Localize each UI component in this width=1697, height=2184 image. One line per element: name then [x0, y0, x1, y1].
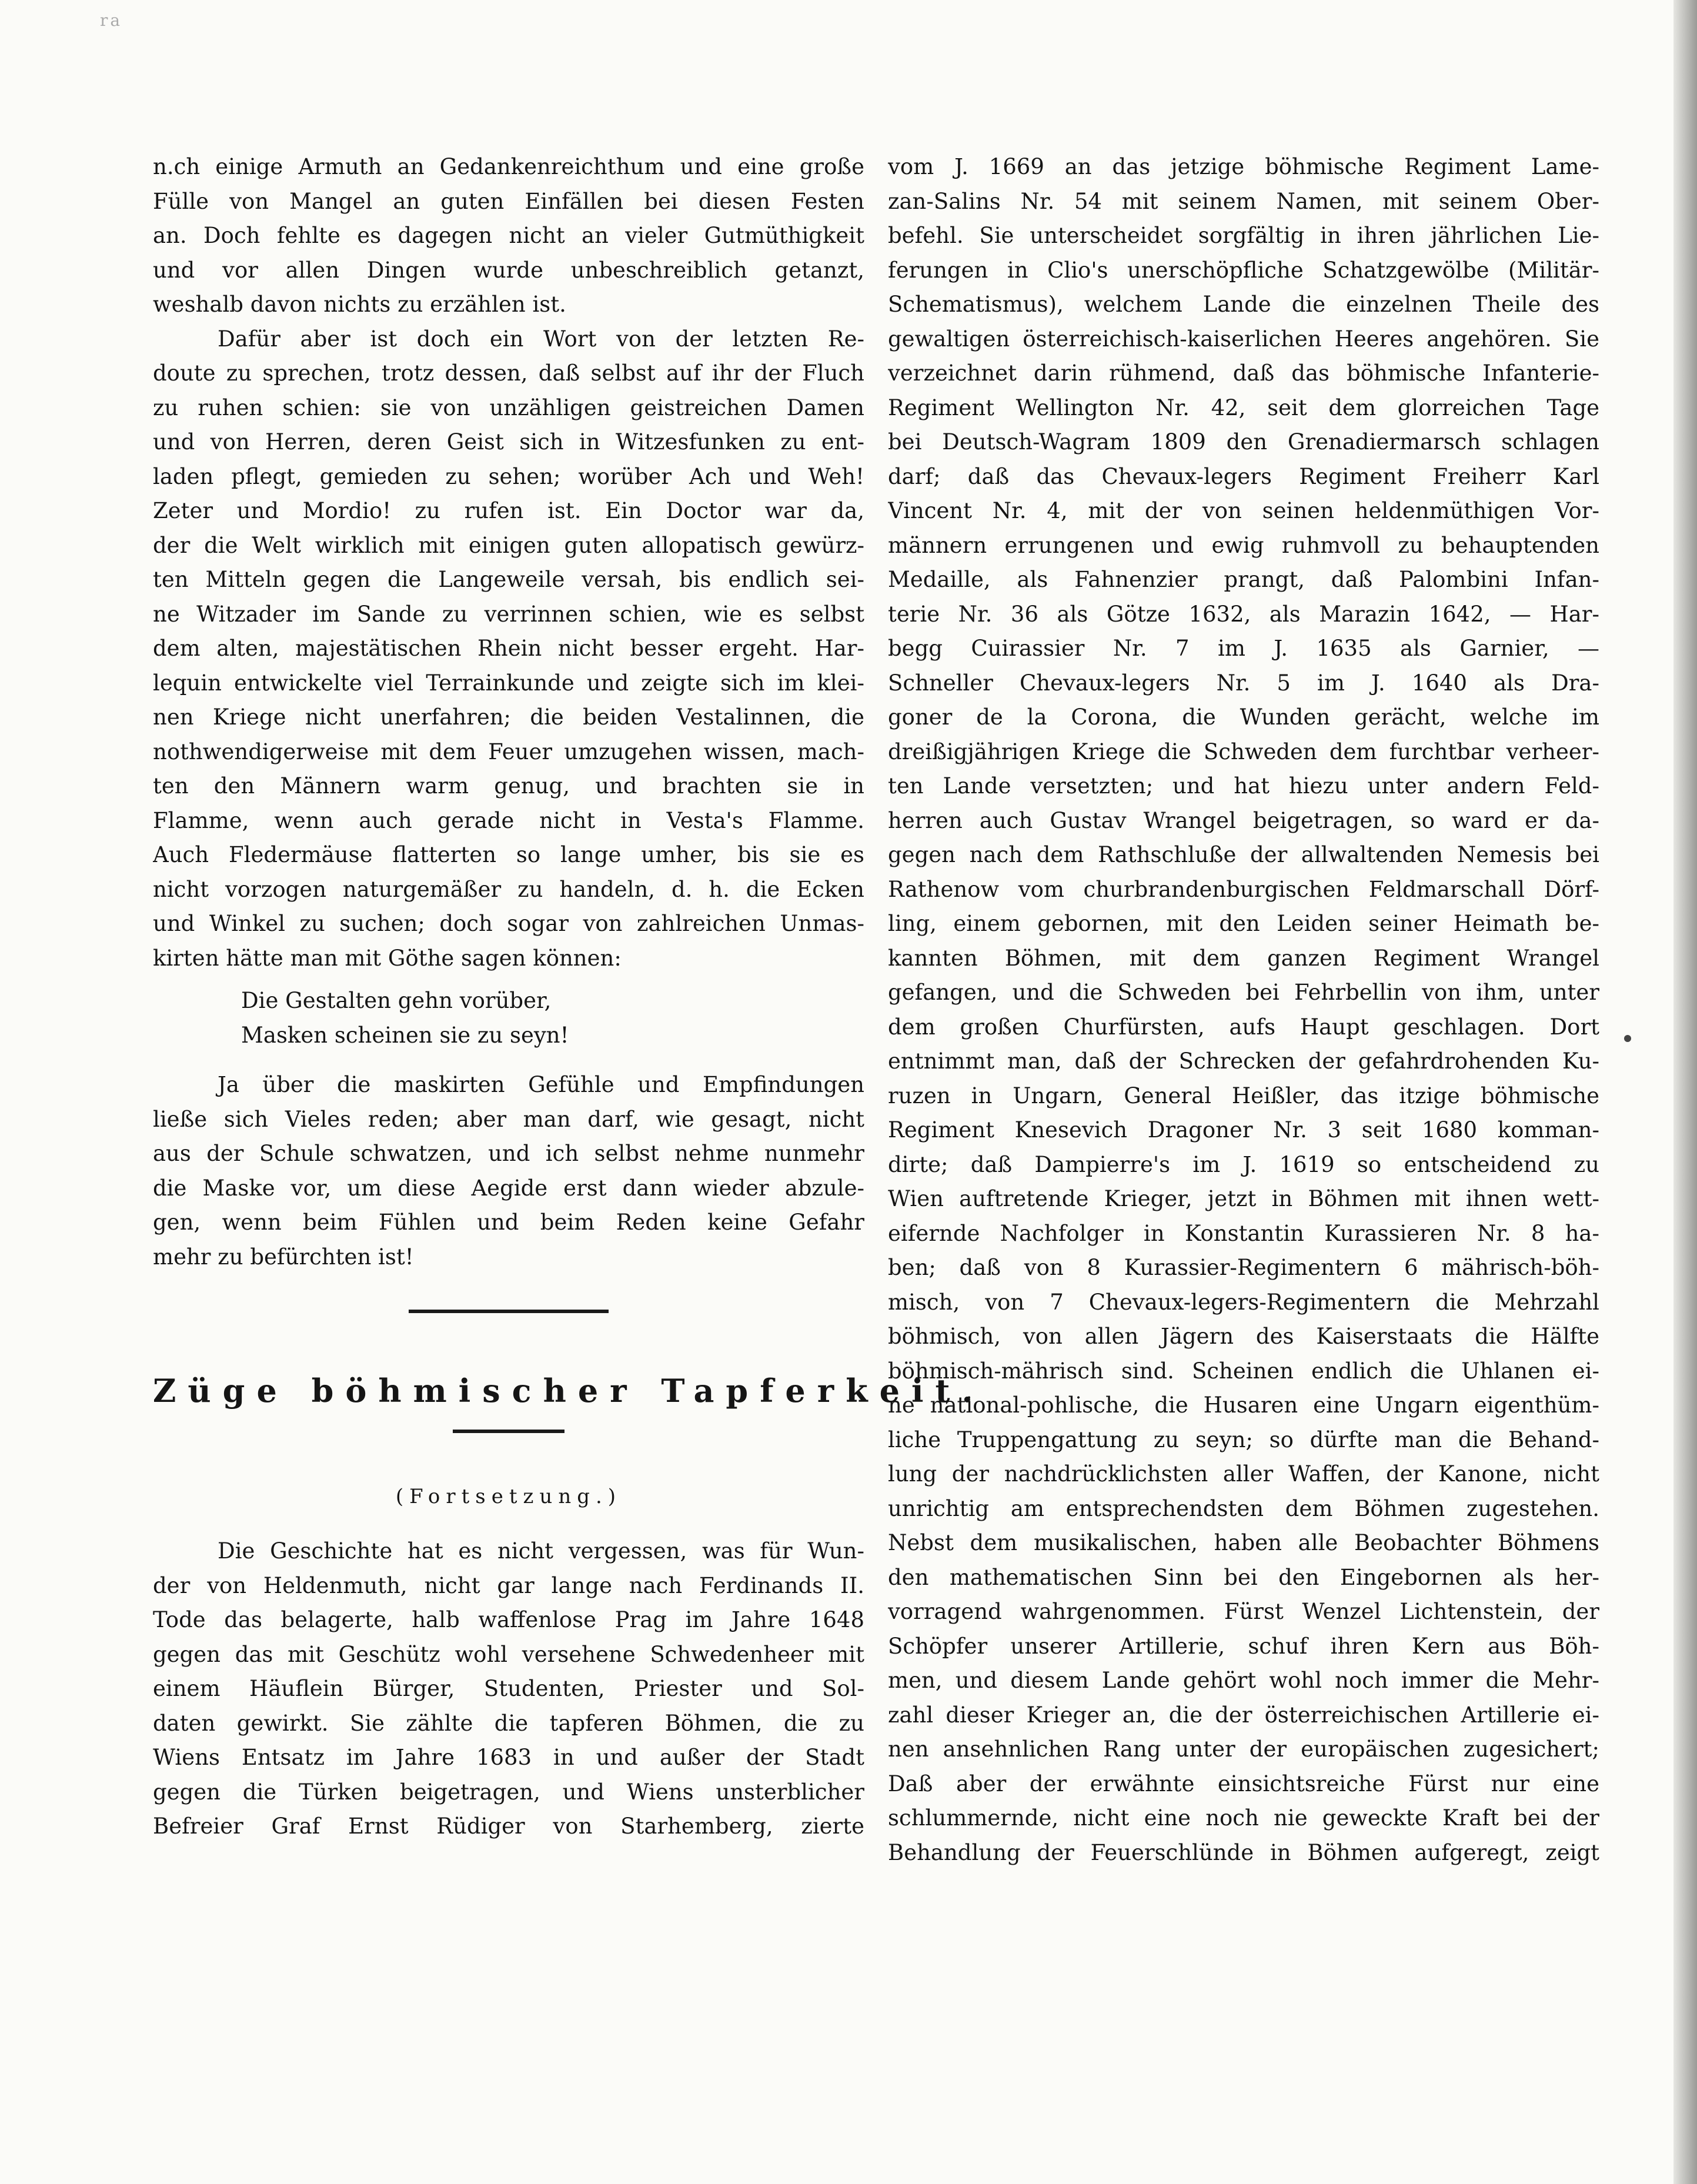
text-line: ling, einem gebornen, mit den Leiden seiner Heimath be- — [888, 911, 1599, 936]
text-line: Schneller Chevaux-legers Nr. 5 im J. 1640 als Dra- — [888, 670, 1599, 696]
text-line: ben; daß von 8 Kurassier-Regimentern 6 mährisch-böh- — [888, 1255, 1599, 1280]
text-line: vorragend wahrgenommen. Fürst Wenzel Lichtenstein, der — [888, 1599, 1599, 1624]
text-line: liche Truppengattung zu seyn; so dürfte man die Behand- — [888, 1427, 1599, 1452]
text-line: kirten hätte man mit Göthe sagen können: — [153, 945, 622, 971]
text-line: und Winkel zu suchen; doch sogar von zahlreichen Unmas- — [153, 911, 864, 936]
text-line: böhmisch, von allen Jägern des Kaiserstaats die Hälfte — [888, 1324, 1599, 1349]
page-edge-shadow — [1673, 0, 1697, 2184]
text-line: ten Mitteln gegen die Langeweile versah, bis endlich sei- — [153, 567, 864, 592]
text-line: Dafür aber ist doch ein Wort von der letzten Re- — [218, 326, 864, 352]
text-line: eifernde Nachfolger in Konstantin Kurassieren Nr. 8 ha- — [888, 1220, 1599, 1246]
text-line: Regiment Knesevich Dragoner Nr. 3 seit 1680 komman- — [888, 1117, 1599, 1143]
paragraph-1 — [153, 150, 864, 322]
text-line: goner de la Corona, die Wunden gerächt, welche im — [888, 704, 1599, 730]
text-line: Vincent Nr. 4, mit der von seinen heldenmüthigen Vor- — [888, 498, 1599, 523]
text-line: Tode das belagerte, halb waffenlose Prag im Jahre 1648 — [153, 1607, 864, 1632]
text-line: doute zu sprechen, trotz dessen, daß selbst auf ihr der Fluch — [153, 360, 864, 386]
poem-quote — [153, 984, 864, 1053]
text-line: Rathenow vom churbrandenburgischen Feldmarschall Dörf- — [888, 876, 1599, 902]
poem-line: Die Gestalten gehn vorüber, — [241, 988, 552, 1013]
text-line: n.ch einige Armuth an Gedankenreichthum und eine große — [153, 154, 864, 179]
text-line: ten Lande versetzten; und hat hiezu unter andern Feld- — [888, 773, 1599, 799]
text-line: mehr zu befürchten ist! — [153, 1244, 414, 1270]
text-line: Medaille, als Fahnenzier prangt, daß Palombini Infan- — [888, 567, 1599, 592]
paragraph-3 — [153, 1068, 864, 1274]
section-divider — [409, 1310, 609, 1313]
text-line: daten gewirkt. Sie zählte die tapferen Böhmen, die zu — [153, 1710, 864, 1736]
text-line: befehl. Sie unterscheidet sorgfältig in ihren jährlichen Lie- — [888, 223, 1599, 248]
text-line: gen, wenn beim Fühlen und beim Reden keine Gefahr — [153, 1210, 864, 1235]
paragraph-4 — [153, 1534, 864, 1844]
text-line: dreißigjährigen Kriege die Schweden dem furchtbar verheer- — [888, 739, 1599, 764]
text-line: nen Kriege nicht unerfahren; die beiden Vestalinnen, die — [153, 704, 864, 730]
text-line: gewaltigen österreichisch-kaiserlichen Heeres angehören. Sie — [888, 326, 1599, 352]
text-line: einem Häuflein Bürger, Studenten, Priester und Sol- — [153, 1676, 864, 1701]
text-line: dem großen Churfürsten, aufs Haupt geschlagen. Dort — [888, 1014, 1599, 1040]
text-line: gefangen, und die Schweden bei Fehrbellin von ihm, unter — [888, 980, 1599, 1005]
text-line: der die Welt wirklich mit einigen guten allopatisch gewürz- — [153, 532, 864, 558]
text-line: bei Deutsch-Wagram 1809 den Grenadiermarsch schlagen — [888, 429, 1599, 455]
text-line: terie Nr. 36 als Götze 1632, als Marazin 1642, — Har- — [888, 601, 1599, 627]
text-line: entnimmt man, daß der Schrecken der gefahrdrohenden Ku- — [888, 1048, 1599, 1074]
text-line: Regiment Wellington Nr. 42, seit dem glorreichen Tage — [888, 395, 1599, 420]
text-line: aus der Schule schwatzen, und ich selbst nehme nunmehr — [153, 1141, 864, 1166]
text-line: ne national-pohlische, die Husaren eine Ungarn eigenthüm- — [888, 1392, 1599, 1418]
text-line: zu ruhen schien: sie von unzähligen geistreichen Damen — [153, 395, 864, 420]
text-line: Befreier Graf Ernst Rüdiger von Starhemberg, zierte — [153, 1814, 864, 1839]
text-line: gegen die Türken beigetragen, und Wiens unsterblicher — [153, 1779, 864, 1805]
continuation-label: (Fortsetzung.) — [395, 1485, 622, 1508]
text-line: Daß aber der erwähnte einsichtsreiche Fürst nur eine — [888, 1771, 1599, 1796]
text-line: begg Cuirassier Nr. 7 im J. 1635 als Garnier, — — [888, 636, 1599, 661]
text-line: ferungen in Clio's unerschöpfliche Schatzgewölbe (Militär- — [888, 257, 1599, 283]
text-line: Nebst dem musikalischen, haben alle Beobachter Böhmens — [888, 1530, 1599, 1555]
text-line: men, und diesem Lande gehört wohl noch immer die Mehr- — [888, 1668, 1599, 1693]
text-line: Ja über die maskirten Gefühle und Empfindungen — [218, 1072, 864, 1097]
text-line: den mathematischen Sinn bei den Eingebornen als her- — [888, 1564, 1599, 1590]
text-line: Auch Fledermäuse flatterten so lange umher, bis sie es — [153, 842, 864, 867]
text-line: der von Heldenmuth, nicht gar lange nach Ferdinands II. — [153, 1572, 864, 1598]
text-line: laden pflegt, gemieden zu sehen; worüber Ach und Weh! — [153, 463, 864, 489]
heading-divider — [453, 1430, 564, 1433]
text-line: Wien auftretende Krieger, jetzt in Böhmen mit ihnen wett- — [888, 1186, 1599, 1211]
text-line: Zeter und Mordio! zu rufen ist. Ein Doctor war da, — [153, 498, 864, 523]
text-line: Fülle von Mangel an guten Einfällen bei diesen Festen — [153, 188, 864, 214]
text-line: zan-Salins Nr. 54 mit seinem Namen, mit seinem Ober- — [888, 188, 1599, 214]
right-column — [888, 150, 1599, 1870]
text-line: Schöpfer unserer Artillerie, schuf ihren Kern aus Böh- — [888, 1633, 1599, 1659]
text-line: Wiens Entsatz im Jahre 1683 in und außer der Stadt — [153, 1745, 864, 1770]
text-line: dem alten, majestätischen Rhein nicht besser ergeht. Har- — [153, 636, 864, 661]
text-line: ließe sich Vieles reden; aber man darf, wie gesagt, nicht — [153, 1106, 864, 1132]
text-line: Behandlung der Feuerschlünde in Böhmen aufgeregt, zeigt — [888, 1839, 1599, 1865]
text-line: Flamme, wenn auch gerade nicht in Vesta's Flamme. — [153, 807, 864, 833]
article-heading: Züge böhmischer Tapferkeit. — [153, 1372, 985, 1410]
text-line: und vor allen Dingen wurde unbeschreiblich getanzt, — [153, 257, 864, 283]
text-line: nen ansehnlichen Rang unter der europäischen zugesichert; — [888, 1736, 1599, 1762]
ink-speck — [1624, 1035, 1631, 1042]
text-line: unrichtig am entsprechendsten dem Böhmen zugestehen. — [888, 1495, 1599, 1521]
text-line: schlummernde, nicht eine noch nie geweckte Kraft bei der — [888, 1805, 1599, 1831]
text-line: nicht vorzogen naturgemäßer zu handeln, d. h. die Ecken — [153, 876, 864, 902]
text-line: vom J. 1669 an das jetzige böhmische Regiment Lame- — [888, 154, 1599, 179]
text-line: Schematismus), welchem Lande die einzelnen Theile des — [888, 292, 1599, 317]
top-margin-mark: ra — [100, 11, 123, 30]
text-line: männern errungenen und ewig ruhmvoll zu behauptenden — [888, 532, 1599, 558]
text-line: nothwendigerweise mit dem Feuer umzugehen wissen, mach- — [153, 739, 864, 764]
poem-line: Masken scheinen sie zu seyn! — [241, 1022, 569, 1048]
text-line: ne Witzader im Sande zu verrinnen schien, wie es selbst — [153, 601, 864, 627]
text-line: ruzen in Ungarn, General Heißler, das itzige böhmische — [888, 1083, 1599, 1108]
text-line: dirte; daß Dampierre's im J. 1619 so entscheidend zu — [888, 1151, 1599, 1177]
text-line: lequin entwickelte viel Terrainkunde und zeigte sich im klei- — [153, 670, 864, 696]
text-line: misch, von 7 Chevaux-legers-Regimentern die Mehrzahl — [888, 1289, 1599, 1315]
text-line: weshalb davon nichts zu erzählen ist. — [153, 292, 566, 317]
text-line: ten den Männern warm genug, und brachten sie in — [153, 773, 864, 799]
text-line: gegen das mit Geschütz wohl versehene Schwedenheer mit — [153, 1641, 864, 1667]
text-line: Die Geschichte hat es nicht vergessen, was für Wun- — [218, 1538, 864, 1564]
text-line: verzeichnet darin rühmend, daß das böhmische Infanterie- — [888, 360, 1599, 386]
text-line: und von Herren, deren Geist sich in Witzesfunken zu ent- — [153, 429, 864, 455]
text-line: gegen nach dem Rathschluße der allwaltenden Nemesis bei — [888, 842, 1599, 867]
text-line: kannten Böhmen, mit dem ganzen Regiment Wrangel — [888, 945, 1599, 971]
left-column — [153, 150, 985, 1844]
paragraph-2 — [153, 322, 864, 976]
text-line: lung der nachdrücklichsten aller Waffen, der Kanone, nicht — [888, 1461, 1599, 1487]
text-line: an. Doch fehlte es dagegen nicht an vieler Gutmüthigkeit — [153, 223, 864, 248]
text-line: zahl dieser Krieger an, die der österreichischen Artillerie ei- — [888, 1702, 1599, 1728]
text-line: darf; daß das Chevaux-legers Regiment Freiherr Karl — [888, 463, 1599, 489]
text-line: die Maske vor, um diese Aegide erst dann wieder abzule- — [153, 1175, 864, 1201]
text-line: böhmisch-mährisch sind. Scheinen endlich die Uhlanen ei- — [888, 1358, 1599, 1384]
text-line: herren auch Gustav Wrangel beigetragen, so ward er da- — [888, 807, 1599, 833]
